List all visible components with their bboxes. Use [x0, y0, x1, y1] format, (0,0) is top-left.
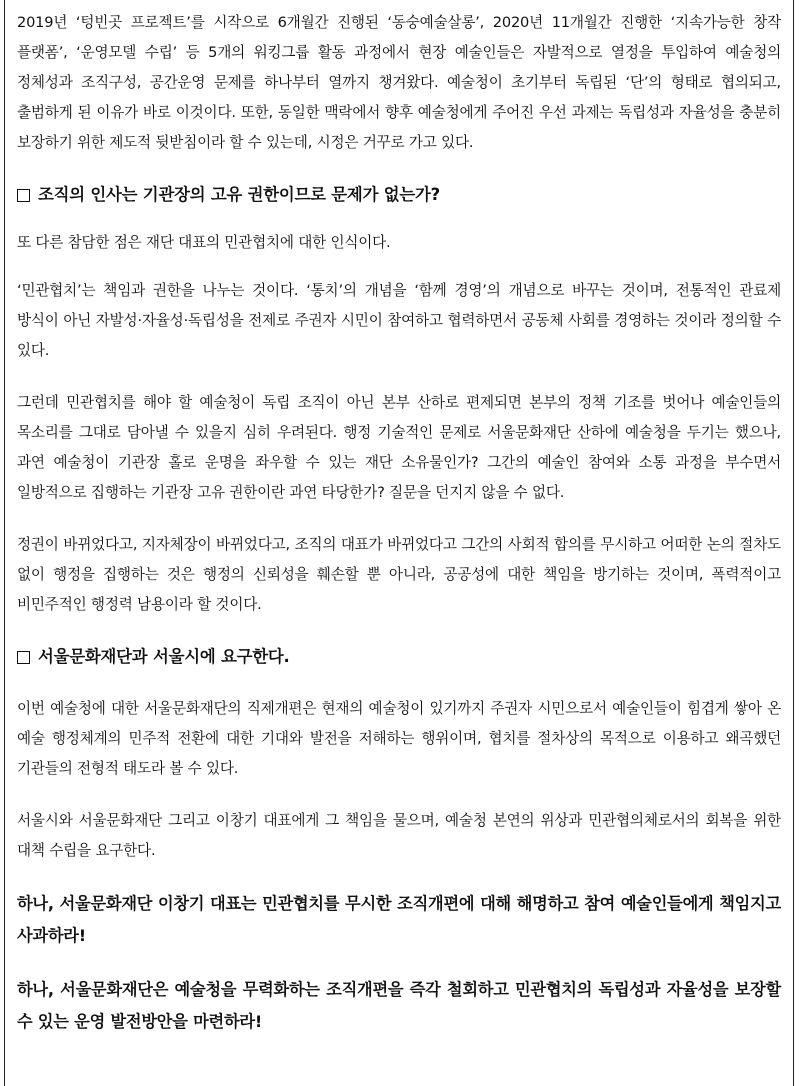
paragraph-responsibility: 서울시와 서울문화재단 그리고 이창기 대표에게 그 책임을 물으며, 예술청 본연의 위상과 민관협의체로서의 회복을 위한 대책 수립을 요구한다.	[17, 812, 781, 859]
spacer	[17, 158, 781, 180]
spacer	[17, 784, 781, 806]
spacer	[17, 366, 781, 388]
section-heading-demands-text: 서울문화재단과 서울시에 요구한다.	[38, 647, 290, 666]
document-page	[4, 0, 794, 1086]
section-heading-demands	[17, 642, 781, 672]
paragraph-governance-definition: ‘민관협치’는 책임과 권한을 나누는 것이다. ‘통치’의 개념을 ‘함께 경영’의 개념으로 바꾸는 것이며, 전통적인 관료제 방식이 아닌 자발성·자율성·독립성을 전제로 주권자 시민이 참여하고 협력하면서 공동체 사회를 경영하는 것이라 정의할 수 있다.	[17, 282, 781, 359]
demand-withdrawal: 하나, 서울문화재단은 예술청을 무력화하는 조직개편을 즉각 철회하고 민관협치의 독립성과 자율성을 보장할 수 있는 운영 발전방안을 마련하라!	[17, 980, 781, 1031]
spacer	[17, 952, 781, 974]
section-heading-personnel-text: 조직의 인사는 기관장의 고유 권한이므로 문제가 없는가?	[38, 185, 440, 204]
paragraph-concern: 그런데 민관협치를 해야 할 예술청이 독립 조직이 아닌 본부 산하로 편제되면 본부의 정책 기조를 벗어나 예술인들의 목소리를 그대로 담아낼 수 있을지 심히 우려된다. 행정 기술적인 문제로 서울문화재단 산하에 예술청을 두기는 했으나, 과연 예술청이 기관장 홀로 운명을 좌우할 수 있는 재단 소유물인가? 그간의 예술인 참여와 소통 과정을 부수면서 일방적으로 집행하는 기관장 고유 권한이란 과연 타당한가? 질문을 던지지 않을 수 없다.	[17, 394, 781, 501]
spacer	[17, 258, 781, 276]
section-heading-personnel	[17, 180, 781, 210]
checkbox-icon	[17, 189, 30, 202]
spacer	[17, 866, 781, 888]
demand-apology: 하나, 서울문화재단 이창기 대표는 민관협치를 무시한 조직개편에 대해 해명하고 참여 예술인들에게 책임지고 사과하라!	[17, 894, 781, 945]
paragraph-reorganization: 이번 예술청에 대한 서울문화재단의 직제개편은 현재의 예술청이 있기까지 주권자 시민으로서 예술인들이 힘겹게 쌓아 온 예술 행정체계의 민주적 전환에 대한 기대와 발전을 저해하는 행위이며, 협치를 절차상의 목적으로 이용하고 왜곡했던 기관들의 전형적 태도라 볼 수 있다.	[17, 700, 781, 777]
spacer	[17, 620, 781, 642]
paragraph-background: 2019년 ‘텅빈곳 프로젝트’를 시작으로 6개월간 진행된 ‘동숭예술살롱’, 2020년 11개월간 진행한 ‘지속가능한 창작 플랫폼’, ‘운영모델 수립’ 등 5개의 워킹그룹 활동 과정에서 현장 예술인들은 자발적으로 열정을 투입하여 예술청의 정체성과 조직구성, 공간운영 문제를 하나부터 열까지 챙겨왔다. 예술청이 초기부터 독립된 ‘단’의 형태로 협의되고, 출범하게 된 이유가 바로 이것이다. 또한, 동일한 맥락에서 향후 예술청에게 주어진 우선 과제는 독립성과 자율성을 충분히 보장하기 위한 제도적 뒷받침이라 할 수 있는데, 시정은 거꾸로 가고 있다.	[17, 14, 781, 151]
spacer	[17, 210, 781, 228]
checkbox-icon	[17, 651, 30, 664]
paragraph-criticism: 정권이 바뀌었다고, 지자체장이 바뀌었다고, 조직의 대표가 바뀌었다고 그간의 사회적 합의를 무시하고 어떠한 논의 절차도 없이 행정을 집행하는 것은 행정의 신뢰성을 훼손할 뿐 아니라, 공공성에 대한 책임을 방기하는 것이며, 폭력적이고 비민주적인 행정력 남용이라 할 것이다.	[17, 536, 781, 613]
paragraph-intro-governance: 또 다른 참담한 점은 재단 대표의 민관협치에 대한 인식이다.	[17, 234, 391, 251]
spacer	[17, 672, 781, 694]
spacer	[17, 508, 781, 530]
